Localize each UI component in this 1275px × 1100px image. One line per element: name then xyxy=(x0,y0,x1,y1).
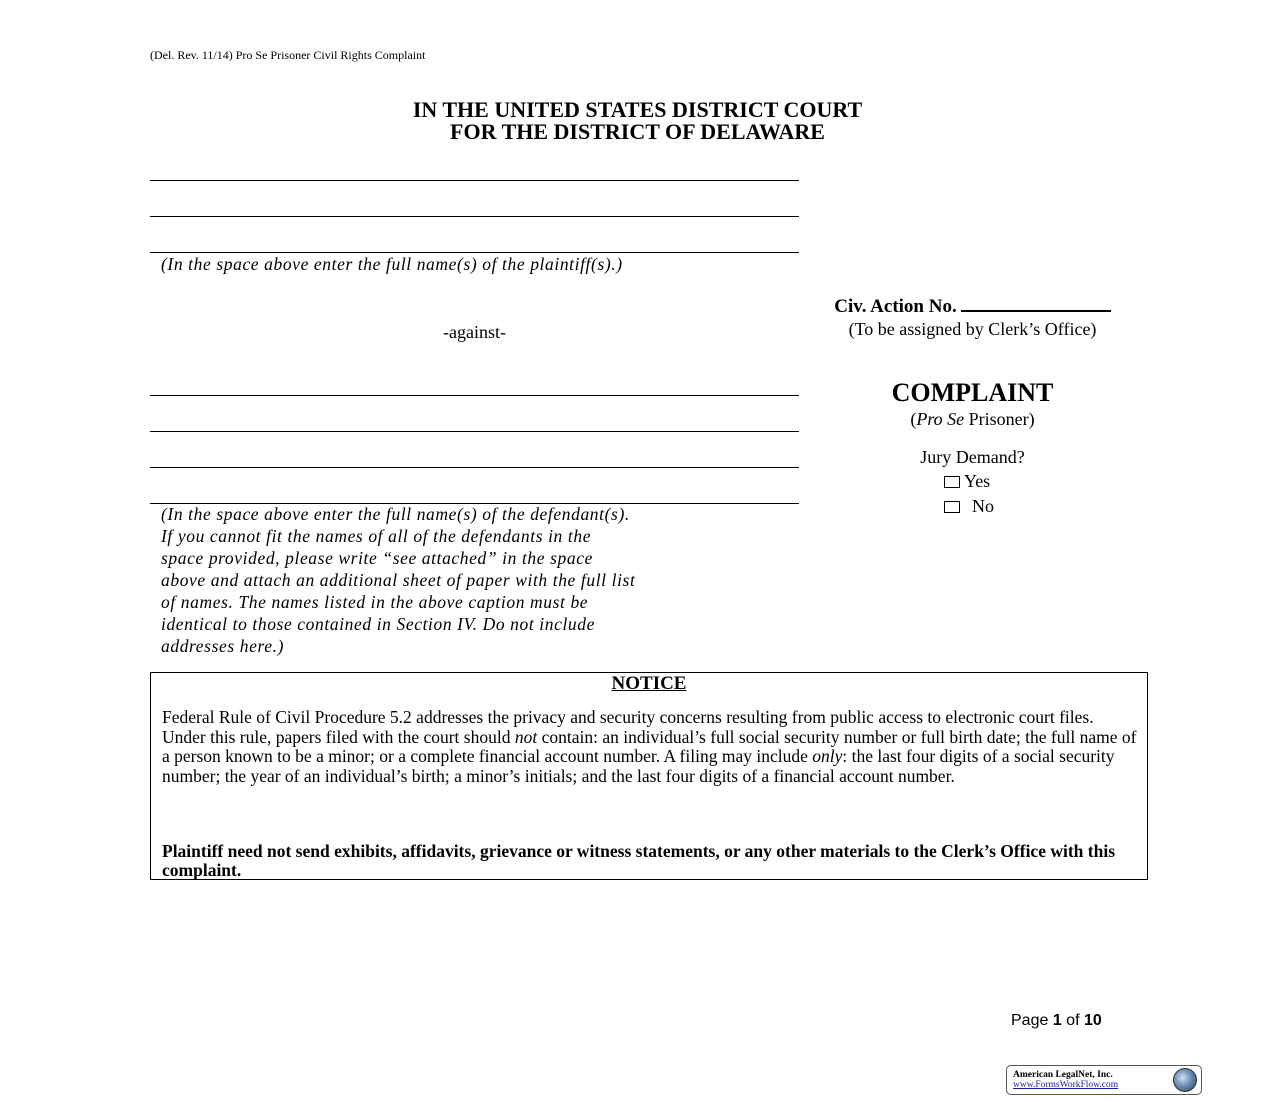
page-number xyxy=(1011,1012,1102,1030)
notice-text: Federal Rule of Civil Procedure 5.2 addresses the privacy and security concerns resulting from public access to electronic court files. Under this rule, papers filed with the court should xyxy=(162,707,1094,747)
civil-action-note: (To be assigned by Clerk’s Office) xyxy=(848,319,1097,339)
court-title-line2: FOR THE DISTRICT OF DELAWARE xyxy=(450,119,825,144)
court-title-line1: IN THE UNITED STATES DISTRICT COURT xyxy=(412,97,863,122)
notice-box xyxy=(150,672,1148,880)
defendant-instruction-line: If you cannot fit the names of all of the defendants in the xyxy=(161,526,592,546)
notice-exhibits-paragraph: Plaintiff need not send exhibits, affidavits, grievance or witness statements, or any other materials to the Clerk’s Office with this complaint. xyxy=(162,841,1116,880)
plaintiff-name-line[interactable] xyxy=(150,180,799,181)
civil-action-number xyxy=(800,296,1145,318)
checkbox-yes[interactable] xyxy=(944,476,960,488)
logo-company-name: American LegalNet, Inc. xyxy=(1013,1070,1113,1080)
notice-privacy-paragraph xyxy=(162,708,1137,786)
page-of: of xyxy=(1061,1012,1084,1029)
notice-emphasis-not: not xyxy=(514,726,538,747)
page-current: 1 xyxy=(1052,1012,1062,1029)
jury-demand-label: Jury Demand? xyxy=(920,447,1025,467)
jury-demand-yes[interactable] xyxy=(944,471,990,492)
notice-heading: NOTICE xyxy=(611,673,687,694)
plaintiff-instruction: (In the space above enter the full name(s) of the plaintiff(s).) xyxy=(161,254,623,274)
defendant-instruction-line: identical to those contained in Section IV. Do not include xyxy=(161,614,595,634)
checkbox-no[interactable] xyxy=(944,501,960,513)
page-prefix: Page xyxy=(1011,1012,1053,1029)
defendant-name-line[interactable] xyxy=(150,467,799,468)
subtitle-prisoner: Prisoner) xyxy=(964,409,1035,429)
defendant-instruction-line: of names. The names listed in the above caption must be xyxy=(161,592,589,612)
jury-option-no-label: No xyxy=(972,496,994,516)
notice-emphasis-only: only xyxy=(812,746,843,766)
jury-demand-no[interactable] xyxy=(944,496,994,517)
globe-icon xyxy=(1173,1068,1197,1092)
subtitle-open-paren: ( xyxy=(910,409,917,429)
plaintiff-name-line[interactable] xyxy=(150,216,799,217)
defendant-instruction-line: (In the space above enter the full name(s) of the defendant(s). xyxy=(161,504,630,524)
defendant-instruction-line: space provided, please write “see attached” in the space xyxy=(161,548,593,568)
against-label: -against- xyxy=(443,322,506,342)
defendant-name-line[interactable] xyxy=(150,395,799,396)
page-total: 10 xyxy=(1083,1012,1102,1029)
court-title xyxy=(0,99,1275,143)
footer-logo[interactable] xyxy=(1006,1065,1202,1095)
defendant-instruction-line: addresses here.) xyxy=(161,636,284,656)
civil-action-label: Civ. Action No. xyxy=(834,296,957,317)
complaint-subtitle xyxy=(800,409,1145,430)
subtitle-pro-se: Pro Se xyxy=(916,409,965,429)
jury-option-yes-label: Yes xyxy=(964,471,991,491)
logo-url-link[interactable]: www.FormsWorkFlow.com xyxy=(1013,1080,1119,1090)
defendant-instruction xyxy=(161,503,801,657)
defendant-name-line[interactable] xyxy=(150,431,799,432)
civil-action-number-field[interactable] xyxy=(961,296,1111,312)
notice-text: : the last four digits of a social security number; the year of an individual’s birth; a minor’s initials; and the last four digits of a financial account number. xyxy=(162,746,1115,786)
notice-text: contain: an individual’s full social security number or full birth date; the full name of a person known to be a minor; or a complete financial account number. A filing may include xyxy=(162,726,1137,766)
defendant-instruction-line: above and attach an additional sheet of paper with the full list xyxy=(161,570,636,590)
complaint-title: COMPLAINT xyxy=(891,378,1054,407)
form-revision-note: (Del. Rev. 11/14) Pro Se Prisoner Civil Rights Complaint xyxy=(150,48,426,62)
